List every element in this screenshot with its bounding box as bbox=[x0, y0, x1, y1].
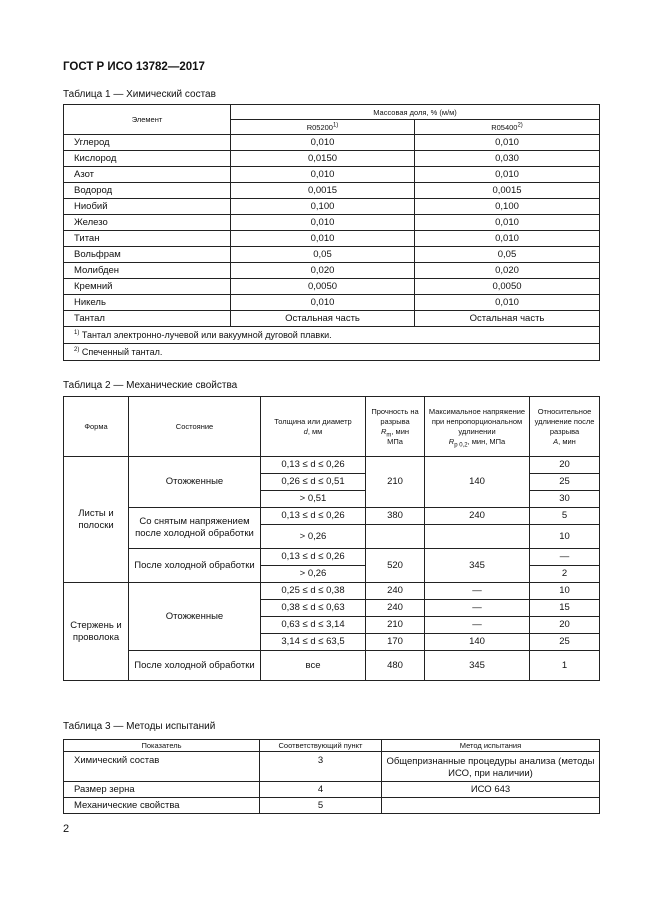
indicator-cell: Химический состав bbox=[64, 752, 260, 782]
r05200-cell: 0,010 bbox=[231, 135, 415, 151]
clause-cell: 4 bbox=[260, 782, 382, 798]
thickness-cell: 0,38 ≤ d ≤ 0,63 bbox=[261, 600, 366, 617]
thickness-cell: 3,14 ≤ d ≤ 63,5 bbox=[261, 634, 366, 651]
table-row bbox=[64, 215, 600, 231]
col-state-header: Состояние bbox=[129, 397, 261, 457]
r05200-cell: 0,0150 bbox=[231, 151, 415, 167]
strength-cell: 520 bbox=[366, 549, 425, 583]
form-sheets: Листы и полоски bbox=[64, 457, 129, 583]
state-stress-relieved: Со снятым напряжением после холодной обработки bbox=[129, 508, 261, 549]
elongation-cell: 10 bbox=[530, 583, 600, 600]
table-row bbox=[64, 279, 600, 295]
document-title: ГОСТ Р ИСО 13782—2017 bbox=[63, 61, 205, 73]
yield-cell: — bbox=[425, 617, 530, 634]
col-r05200-label: R05200 bbox=[306, 122, 333, 132]
r05200-cell: 0,100 bbox=[231, 199, 415, 215]
footnote-mark: 2) bbox=[74, 347, 80, 353]
thickness-cell: все bbox=[261, 651, 366, 681]
indicator-cell: Механические свойства bbox=[64, 798, 260, 814]
element-cell: Кремний bbox=[64, 279, 231, 295]
col-r05200-header bbox=[231, 120, 415, 135]
r05400-cell: Остальная часть bbox=[415, 311, 600, 327]
yield-cell bbox=[425, 525, 530, 549]
footnote-text: Спеченный тантал. bbox=[79, 347, 163, 357]
col-element-header: Элемент bbox=[64, 105, 231, 135]
r05400-cell: 0,020 bbox=[415, 263, 600, 279]
elongation-cell: — bbox=[530, 549, 600, 566]
clause-cell: 3 bbox=[260, 752, 382, 782]
col-elongation-header bbox=[530, 397, 600, 457]
yield-cell: — bbox=[425, 583, 530, 600]
r05200-cell: 0,010 bbox=[231, 295, 415, 311]
element-cell: Никель bbox=[64, 295, 231, 311]
thickness-cell: 0,13 ≤ d ≤ 0,26 bbox=[261, 549, 366, 566]
elongation-label: Относительное удлинение после разрыва bbox=[534, 406, 595, 436]
symbol-r: R bbox=[380, 426, 387, 436]
table-row bbox=[64, 167, 600, 183]
strength-cell bbox=[366, 525, 425, 549]
unit-label: , мм bbox=[307, 426, 323, 436]
r05200-cell: 0,010 bbox=[231, 167, 415, 183]
table-row bbox=[64, 231, 600, 247]
element-cell: Тантал bbox=[64, 311, 231, 327]
strength-cell: 240 bbox=[366, 600, 425, 617]
thickness-cell: > 0,51 bbox=[261, 491, 366, 508]
method-cell bbox=[382, 798, 600, 814]
element-cell: Железо bbox=[64, 215, 231, 231]
table-row bbox=[64, 247, 600, 263]
state-cold-worked: После холодной обработки bbox=[129, 549, 261, 583]
thickness-label: Толщина или диаметр bbox=[274, 416, 352, 426]
symbol-sub: p 0,2 bbox=[454, 442, 468, 448]
col-r05400-label: R05400 bbox=[491, 122, 518, 132]
elongation-min: , мин bbox=[558, 436, 576, 446]
r05200-cell: Остальная часть bbox=[231, 311, 415, 327]
col-r05400-header bbox=[415, 120, 600, 135]
table3-caption: Таблица 3 — Методы испытаний bbox=[63, 721, 216, 732]
thickness-cell: > 0,26 bbox=[261, 525, 366, 549]
table-row bbox=[64, 135, 600, 151]
strength-cell: 210 bbox=[366, 617, 425, 634]
strength-cell: 210 bbox=[366, 457, 425, 508]
clause-cell: 5 bbox=[260, 798, 382, 814]
strength-label: Прочность на разрыва bbox=[371, 406, 419, 426]
table1-caption: Таблица 1 — Химический состав bbox=[63, 89, 216, 100]
thickness-cell: 0,25 ≤ d ≤ 0,38 bbox=[261, 583, 366, 600]
elongation-cell: 20 bbox=[530, 617, 600, 634]
elongation-cell: 30 bbox=[530, 491, 600, 508]
r05400-cell: 0,010 bbox=[415, 135, 600, 151]
r05400-cell: 0,010 bbox=[415, 215, 600, 231]
r05400-cell: 0,0050 bbox=[415, 279, 600, 295]
r05400-cell: 0,010 bbox=[415, 295, 600, 311]
r05200-cell: 0,0050 bbox=[231, 279, 415, 295]
footnote-text: Тантал электронно-лучевой или вакуумной дуговой плавки. bbox=[79, 330, 332, 340]
col-yield-strength-header bbox=[425, 397, 530, 457]
chemical-composition-table bbox=[63, 104, 600, 361]
r05400-cell: 0,05 bbox=[415, 247, 600, 263]
footnote-2 bbox=[64, 344, 600, 361]
yield-cell: 240 bbox=[425, 508, 530, 525]
r05200-cell: 0,05 bbox=[231, 247, 415, 263]
elongation-cell: 5 bbox=[530, 508, 600, 525]
footnote-mark: 2) bbox=[517, 122, 523, 128]
elongation-cell: 15 bbox=[530, 600, 600, 617]
thickness-cell: 0,63 ≤ d ≤ 3,14 bbox=[261, 617, 366, 634]
footnote-mark: 1) bbox=[332, 122, 339, 128]
state-cold-worked: После холодной обработки bbox=[129, 651, 261, 681]
page-number: 2 bbox=[63, 823, 70, 835]
r05400-cell: 0,0015 bbox=[415, 183, 600, 199]
method-cell: ИСО 643 bbox=[382, 782, 600, 798]
yield-cell: 140 bbox=[425, 634, 530, 651]
state-annealed: Отожженные bbox=[129, 457, 261, 508]
thickness-cell: 0,13 ≤ d ≤ 0,26 bbox=[261, 457, 366, 474]
yield-cell: 345 bbox=[425, 651, 530, 681]
yield-cell: 140 bbox=[425, 457, 530, 508]
indicator-cell: Размер зерна bbox=[64, 782, 260, 798]
col-clause-header: Соответствующий пункт bbox=[260, 740, 382, 752]
strength-cell: 480 bbox=[366, 651, 425, 681]
strength-cell: 240 bbox=[366, 583, 425, 600]
element-cell: Вольфрам bbox=[64, 247, 231, 263]
form-rods: Стержень и проволока bbox=[64, 583, 129, 681]
table-row bbox=[64, 183, 600, 199]
r05200-cell: 0,010 bbox=[231, 231, 415, 247]
element-cell: Кислород bbox=[64, 151, 231, 167]
symbol-sub: m bbox=[386, 432, 392, 438]
table2-caption: Таблица 2 — Механические свойства bbox=[63, 380, 238, 391]
footnote-1 bbox=[64, 327, 600, 344]
symbol-r: R bbox=[448, 436, 455, 446]
elongation-cell: 25 bbox=[530, 474, 600, 491]
thickness-cell: 0,13 ≤ d ≤ 0,26 bbox=[261, 508, 366, 525]
test-methods-table bbox=[63, 739, 600, 814]
r05400-cell: 0,030 bbox=[415, 151, 600, 167]
elongation-cell: 25 bbox=[530, 634, 600, 651]
elongation-cell: 1 bbox=[530, 651, 600, 681]
r05200-cell: 0,010 bbox=[231, 215, 415, 231]
col-thickness-header bbox=[261, 397, 366, 457]
table-row bbox=[64, 263, 600, 279]
elongation-cell: 20 bbox=[530, 457, 600, 474]
table-row bbox=[64, 311, 600, 327]
r05200-cell: 0,020 bbox=[231, 263, 415, 279]
yield-cell: 345 bbox=[425, 549, 530, 583]
col-tensile-strength-header bbox=[366, 397, 425, 457]
yield-unit: , мин, МПа bbox=[467, 436, 506, 446]
element-cell: Азот bbox=[64, 167, 231, 183]
col-mass-fraction-header: Массовая доля, % (м/м) bbox=[231, 105, 600, 120]
element-cell: Молибден bbox=[64, 263, 231, 279]
elongation-cell: 10 bbox=[530, 525, 600, 549]
element-cell: Водород bbox=[64, 183, 231, 199]
table-row bbox=[64, 151, 600, 167]
mechanical-properties-table bbox=[63, 396, 600, 681]
symbol-d: d bbox=[303, 426, 308, 436]
col-form-header: Форма bbox=[64, 397, 129, 457]
element-cell: Титан bbox=[64, 231, 231, 247]
r05400-cell: 0,010 bbox=[415, 231, 600, 247]
table-row bbox=[64, 199, 600, 215]
r05200-cell: 0,0015 bbox=[231, 183, 415, 199]
element-cell: Ниобий bbox=[64, 199, 231, 215]
strength-cell: 170 bbox=[366, 634, 425, 651]
r05400-cell: 0,100 bbox=[415, 199, 600, 215]
method-cell: Общепризнанные процедуры анализа (методы ИСО, при наличии) bbox=[382, 752, 600, 782]
col-method-header: Метод испытания bbox=[382, 740, 600, 752]
strength-min: , мин bbox=[391, 426, 410, 436]
elongation-cell: 2 bbox=[530, 566, 600, 583]
col-indicator-header: Показатель bbox=[64, 740, 260, 752]
symbol-a: A bbox=[553, 436, 559, 446]
thickness-cell: > 0,26 bbox=[261, 566, 366, 583]
strength-unit: МПа bbox=[387, 436, 403, 446]
yield-cell: — bbox=[425, 600, 530, 617]
strength-cell: 380 bbox=[366, 508, 425, 525]
state-annealed: Отожженные bbox=[129, 583, 261, 651]
footnote-mark: 1) bbox=[74, 330, 80, 336]
thickness-cell: 0,26 ≤ d ≤ 0,51 bbox=[261, 474, 366, 491]
yield-label: Максимальное напряжение при непропорциональном удлинении bbox=[428, 406, 526, 436]
table-row bbox=[64, 295, 600, 311]
element-cell: Углерод bbox=[64, 135, 231, 151]
r05400-cell: 0,010 bbox=[415, 167, 600, 183]
